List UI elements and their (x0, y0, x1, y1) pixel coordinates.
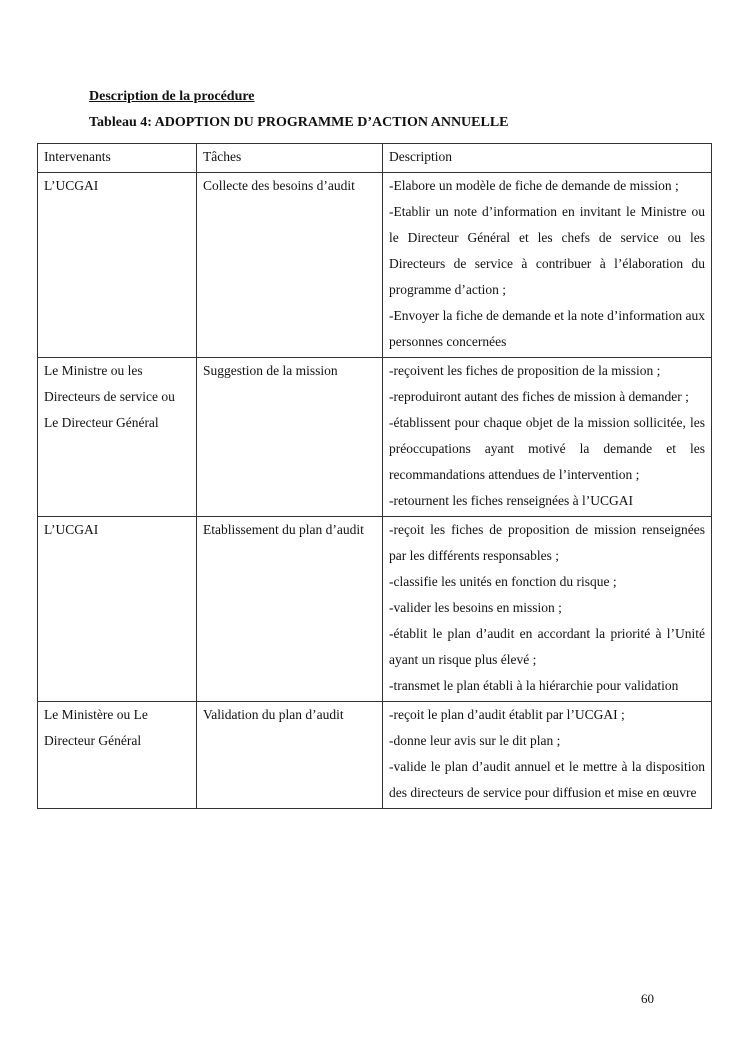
table-row (38, 517, 712, 702)
procedure-table (37, 143, 712, 809)
header-taches: Tâches (197, 144, 383, 173)
description-item: -établissent pour chaque objet de la mission sollicitée, les préoccupations ayant motivé la demande et les recommandations attendues de l’intervention ; (389, 415, 705, 482)
description-item: -classifie les unités en fonction du risque ; (389, 574, 617, 589)
table-title: Tableau 4: ADOPTION DU PROGRAMME D’ACTION ANNUELLE (89, 115, 509, 130)
page-number: 60 (641, 991, 654, 1006)
cell-tache: Collecte des besoins d’audit (197, 173, 383, 358)
description-item: -retournent les fiches renseignées à l’UCGAI (389, 493, 634, 508)
description-item: -transmet le plan établi à la hiérarchie pour validation (389, 678, 679, 693)
section-title: Description de la procédure (89, 89, 255, 104)
cell-description (383, 702, 712, 809)
header-intervenants: Intervenants (38, 144, 197, 173)
cell-description (383, 517, 712, 702)
description-item: -reçoit les fiches de proposition de mission renseignées par les différents responsables ; (389, 522, 705, 563)
description-item: -Elabore un modèle de fiche de demande de mission ; (389, 178, 679, 193)
description-item: -Envoyer la fiche de demande et la note d’information aux personnes concernées (389, 308, 705, 349)
description-item: -Etablir un note d’information en invitant le Ministre ou le Directeur Général et les chefs de service ou les Directeurs de service à contribuer à l’élaboration du programme d’action ; (389, 204, 705, 297)
table-header-row (38, 144, 712, 173)
cell-intervenant: L’UCGAI (38, 517, 197, 702)
header-description: Description (383, 144, 712, 173)
description-item: -reçoivent les fiches de proposition de la mission ; (389, 363, 661, 378)
cell-intervenant: Le Ministre ou les Directeurs de service ou Le Directeur Général (38, 358, 197, 517)
cell-description (383, 358, 712, 517)
cell-description (383, 173, 712, 358)
table-row (38, 702, 712, 809)
description-item: -valider les besoins en mission ; (389, 600, 562, 615)
description-item: -donne leur avis sur le dit plan ; (389, 733, 561, 748)
table-row (38, 358, 712, 517)
cell-tache: Etablissement du plan d’audit (197, 517, 383, 702)
description-item: -valide le plan d’audit annuel et le mettre à la disposition des directeurs de service pour diffusion et mise en œuvre (389, 759, 705, 800)
cell-intervenant: L’UCGAI (38, 173, 197, 358)
cell-intervenant: Le Ministère ou Le Directeur Général (38, 702, 197, 809)
description-item: -reçoit le plan d’audit établit par l’UCGAI ; (389, 707, 625, 722)
description-item: -reproduiront autant des fiches de mission à demander ; (389, 389, 689, 404)
cell-tache: Suggestion de la mission (197, 358, 383, 517)
cell-tache: Validation du plan d’audit (197, 702, 383, 809)
description-item: -établit le plan d’audit en accordant la priorité à l’Unité ayant un risque plus élevé ; (389, 626, 705, 667)
table-row (38, 173, 712, 358)
